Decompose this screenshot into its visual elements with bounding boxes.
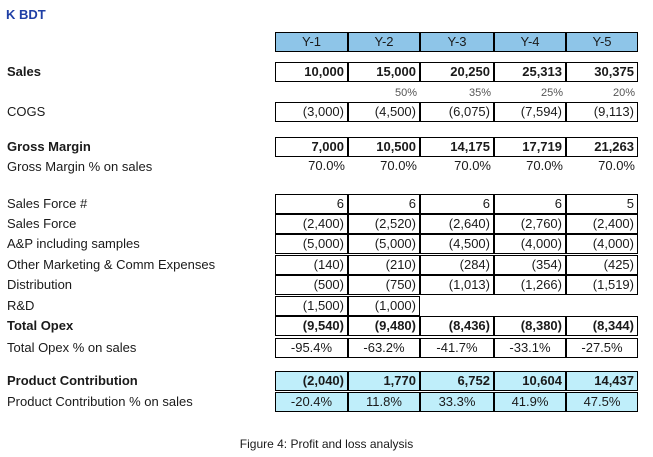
sales-force-count-cell-y2: 6 — [348, 194, 420, 214]
sales-cell-y1: 10,000 — [275, 62, 348, 82]
gross-margin-pct-cell-y4: 70.0% — [526, 158, 563, 173]
distribution-cell-y1: (500) — [275, 275, 348, 295]
sales-force-cell-y3: (2,640) — [420, 214, 494, 234]
gross-margin-pct-cell-y3: 70.0% — [454, 158, 491, 173]
total-opex-cell-y5: (8,344) — [566, 316, 638, 336]
total-opex-pct-label: Total Opex % on sales — [7, 340, 137, 355]
rnd-cell-y4 — [494, 296, 566, 316]
gross-margin-cell-y5: 21,263 — [566, 137, 638, 157]
year-header-4: Y-4 — [494, 32, 566, 52]
sales-force-count-cell-y3: 6 — [420, 194, 494, 214]
rnd-cell-y3 — [420, 296, 494, 316]
year-header-2: Y-2 — [348, 32, 420, 52]
rnd-cell-y2: (1,000) — [348, 296, 420, 316]
sales-force-cell-y2: (2,520) — [348, 214, 420, 234]
ap-samples-cell-y1: (5,000) — [275, 234, 348, 254]
gross-margin-cell-y3: 14,175 — [420, 137, 494, 157]
sales-force-count-label: Sales Force # — [7, 196, 88, 211]
other-marketing-cell-y4: (354) — [494, 255, 566, 275]
rnd-cell-y5 — [566, 296, 638, 316]
gross-margin-pct-cell-y1: 70.0% — [308, 158, 345, 173]
product-contribution-cell-y4: 10,604 — [494, 371, 566, 391]
ap-samples-cell-y3: (4,500) — [420, 234, 494, 254]
distribution-cell-y3: (1,013) — [420, 275, 494, 295]
total-opex-pct-cell-y1: -95.4% — [275, 338, 348, 358]
total-opex-cell-y1: (9,540) — [275, 316, 348, 336]
sales-cell-y3: 20,250 — [420, 62, 494, 82]
product-contribution-pct-cell-y5: 47.5% — [566, 392, 638, 412]
year-header-5: Y-5 — [566, 32, 638, 52]
product-contribution-cell-y3: 6,752 — [420, 371, 494, 391]
product-contribution-pct-label: Product Contribution % on sales — [7, 394, 193, 409]
sales-force-label: Sales Force — [7, 216, 77, 231]
unit-label: K BDT — [6, 7, 46, 22]
gross-margin-cell-y4: 17,719 — [494, 137, 566, 157]
other-marketing-cell-y3: (284) — [420, 255, 494, 275]
total-opex-pct-cell-y3: -41.7% — [420, 338, 494, 358]
sales-cell-y5: 30,375 — [566, 62, 638, 82]
sales-cell-y4: 25,313 — [494, 62, 566, 82]
total-opex-pct-cell-y4: -33.1% — [494, 338, 566, 358]
product-contribution-label: Product Contribution — [7, 373, 138, 388]
ap-samples-label: A&P including samples — [7, 236, 140, 251]
product-contribution-cell-y2: 1,770 — [348, 371, 420, 391]
sales-force-cell-y5: (2,400) — [566, 214, 638, 234]
year-header-1: Y-1 — [275, 32, 348, 52]
sales-force-count-cell-y5: 5 — [566, 194, 638, 214]
product-contribution-pct-cell-y4: 41.9% — [494, 392, 566, 412]
total-opex-cell-y4: (8,380) — [494, 316, 566, 336]
gross-margin-pct-label: Gross Margin % on sales — [7, 159, 153, 174]
product-contribution-cell-y5: 14,437 — [566, 371, 638, 391]
sales-growth-cell-y3: 35% — [468, 87, 491, 99]
gross-margin-pct-cell-y5: 70.0% — [598, 158, 635, 173]
ap-samples-cell-y2: (5,000) — [348, 234, 420, 254]
total-opex-pct-cell-y2: -63.2% — [348, 338, 420, 358]
rnd-cell-y1: (1,500) — [275, 296, 348, 316]
distribution-cell-y2: (750) — [348, 275, 420, 295]
total-opex-label: Total Opex — [7, 318, 74, 333]
distribution-label: Distribution — [7, 277, 73, 292]
year-header-3: Y-3 — [420, 32, 494, 52]
sales-growth-cell-y2: 50% — [394, 87, 417, 99]
total-opex-pct-cell-y5: -27.5% — [566, 338, 638, 358]
cogs-label: COGS — [7, 104, 46, 119]
other-marketing-cell-y5: (425) — [566, 255, 638, 275]
sales-force-count-cell-y4: 6 — [494, 194, 566, 214]
gross-margin-cell-y2: 10,500 — [348, 137, 420, 157]
total-opex-cell-y2: (9,480) — [348, 316, 420, 336]
distribution-cell-y4: (1,266) — [494, 275, 566, 295]
cogs-cell-y4: (7,594) — [494, 102, 566, 122]
other-marketing-label: Other Marketing & Comm Expenses — [7, 257, 216, 272]
sales-force-cell-y4: (2,760) — [494, 214, 566, 234]
other-marketing-cell-y2: (210) — [348, 255, 420, 275]
gross-margin-cell-y1: 7,000 — [275, 137, 348, 157]
other-marketing-cell-y1: (140) — [275, 255, 348, 275]
ap-samples-cell-y5: (4,000) — [566, 234, 638, 254]
cogs-cell-y1: (3,000) — [275, 102, 348, 122]
sales-growth-cell-y5: 20% — [612, 87, 635, 99]
product-contribution-pct-cell-y2: 11.8% — [348, 392, 420, 412]
sales-cell-y2: 15,000 — [348, 62, 420, 82]
gross-margin-pct-cell-y2: 70.0% — [380, 158, 417, 173]
cogs-cell-y3: (6,075) — [420, 102, 494, 122]
ap-samples-cell-y4: (4,000) — [494, 234, 566, 254]
product-contribution-pct-cell-y1: -20.4% — [275, 392, 348, 412]
sales-force-cell-y1: (2,400) — [275, 214, 348, 234]
figure-caption: Figure 4: Profit and loss analysis — [239, 437, 414, 451]
distribution-cell-y5: (1,519) — [566, 275, 638, 295]
sales-label: Sales — [7, 64, 41, 79]
cogs-cell-y2: (4,500) — [348, 102, 420, 122]
cogs-cell-y5: (9,113) — [566, 102, 638, 122]
rnd-label: R&D — [7, 298, 35, 313]
product-contribution-cell-y1: (2,040) — [275, 371, 348, 391]
gross-margin-label: Gross Margin — [7, 139, 91, 154]
total-opex-cell-y3: (8,436) — [420, 316, 494, 336]
sales-growth-cell-y4: 25% — [540, 87, 563, 99]
product-contribution-pct-cell-y3: 33.3% — [420, 392, 494, 412]
sales-force-count-cell-y1: 6 — [275, 194, 348, 214]
